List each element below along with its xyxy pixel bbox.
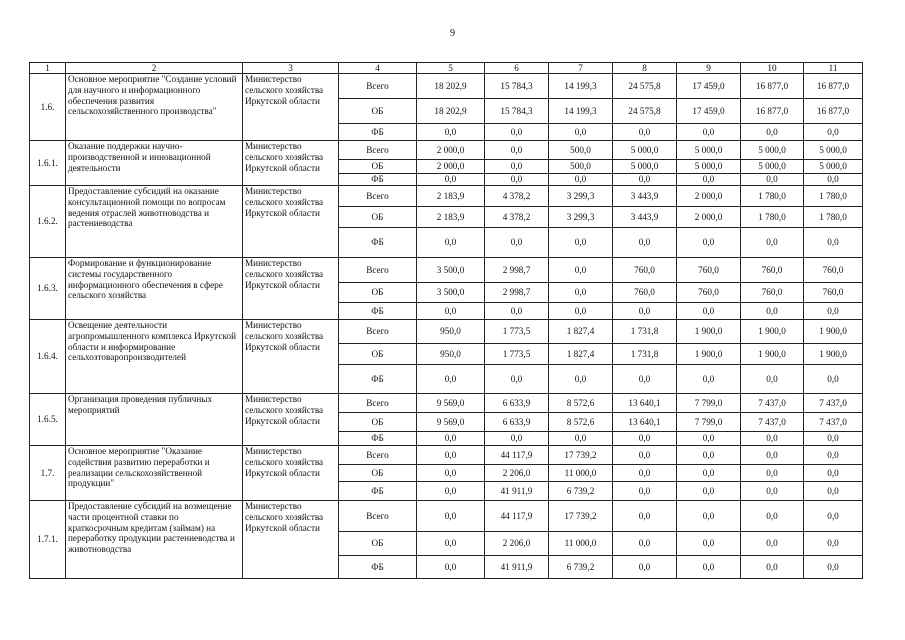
amount-cell: 0,0: [613, 482, 677, 501]
table-row: [30, 74, 863, 99]
amount-cell: 0,0: [741, 482, 804, 501]
amount-cell: 8 572,6: [549, 413, 613, 432]
amount-cell: 0,0: [804, 556, 863, 579]
activity-name: Формирование и функционирование системы государственного информационного обеспечения в сфере сельского хозяйства: [66, 258, 243, 320]
amount-cell: 0,0: [741, 556, 804, 579]
amount-cell: 5 000,0: [613, 160, 677, 174]
amount-cell: 0,0: [677, 446, 741, 465]
amount-cell: 0,0: [613, 365, 677, 394]
amount-cell: 0,0: [613, 174, 677, 186]
amount-cell: 16 877,0: [804, 74, 863, 99]
amount-cell: 0,0: [804, 124, 863, 141]
amount-cell: 1 780,0: [741, 207, 804, 228]
column-number-header: 11: [804, 63, 863, 74]
amount-cell: 0,0: [417, 432, 485, 446]
funding-source: Всего: [339, 394, 417, 413]
amount-cell: 16 877,0: [741, 99, 804, 124]
amount-cell: 0,0: [613, 465, 677, 482]
amount-cell: 0,0: [677, 124, 741, 141]
amount-cell: 44 117,9: [485, 501, 549, 532]
item-number: 1.6.4.: [30, 320, 66, 394]
amount-cell: 7 437,0: [804, 413, 863, 432]
amount-cell: 3 299,3: [549, 207, 613, 228]
amount-cell: 2 000,0: [417, 160, 485, 174]
column-number-header: 1: [30, 63, 66, 74]
amount-cell: 760,0: [613, 258, 677, 283]
table-row: [30, 394, 863, 413]
amount-cell: 760,0: [741, 258, 804, 283]
amount-cell: 950,0: [417, 344, 485, 365]
amount-cell: 41 911,9: [485, 556, 549, 579]
amount-cell: 760,0: [677, 258, 741, 283]
responsible-executor: Министерство сельского хозяйства Иркутской области: [243, 186, 339, 258]
amount-cell: 0,0: [485, 141, 549, 160]
amount-cell: 6 739,2: [549, 482, 613, 501]
amount-cell: 1 773,5: [485, 344, 549, 365]
amount-cell: 0,0: [417, 365, 485, 394]
amount-cell: 760,0: [804, 258, 863, 283]
activity-name: Основное мероприятие "Создание условий для научного и информационного обеспечения развития сельскохозяйственного производства": [66, 74, 243, 141]
funding-source: ФБ: [339, 174, 417, 186]
amount-cell: 0,0: [804, 432, 863, 446]
amount-cell: 0,0: [741, 532, 804, 556]
amount-cell: 0,0: [677, 501, 741, 532]
amount-cell: 0,0: [417, 124, 485, 141]
amount-cell: 18 202,9: [417, 74, 485, 99]
amount-cell: 7 799,0: [677, 394, 741, 413]
item-number: 1.6.2.: [30, 186, 66, 258]
responsible-executor: Министерство сельского хозяйства Иркутской области: [243, 394, 339, 446]
amount-cell: 6 633,9: [485, 413, 549, 432]
amount-cell: 14 199,3: [549, 74, 613, 99]
funding-source: Всего: [339, 186, 417, 207]
amount-cell: 3 299,3: [549, 186, 613, 207]
activity-name: Основное мероприятие "Оказание содействия развитию переработки и реализации сельскохозяйственной продукции": [66, 446, 243, 501]
amount-cell: 24 575,8: [613, 74, 677, 99]
amount-cell: 760,0: [677, 283, 741, 303]
column-number-header: 3: [243, 63, 339, 74]
amount-cell: 2 000,0: [677, 207, 741, 228]
amount-cell: 11 000,0: [549, 532, 613, 556]
amount-cell: 0,0: [677, 556, 741, 579]
amount-cell: 1 780,0: [804, 207, 863, 228]
column-number-header: 7: [549, 63, 613, 74]
column-number-header: 9: [677, 63, 741, 74]
amount-cell: 0,0: [417, 465, 485, 482]
funding-source: Всего: [339, 501, 417, 532]
table-row: [30, 186, 863, 207]
amount-cell: 6 633,9: [485, 394, 549, 413]
amount-cell: 2 998,7: [485, 258, 549, 283]
amount-cell: 0,0: [677, 174, 741, 186]
responsible-executor: Министерство сельского хозяйства Иркутской области: [243, 74, 339, 141]
table-row: [30, 141, 863, 160]
amount-cell: 1 731,8: [613, 320, 677, 344]
amount-cell: 0,0: [485, 432, 549, 446]
table-row: [30, 258, 863, 283]
funding-source: ФБ: [339, 556, 417, 579]
amount-cell: 5 000,0: [613, 141, 677, 160]
funding-source: ФБ: [339, 432, 417, 446]
funding-source: ФБ: [339, 365, 417, 394]
column-number-header: 10: [741, 63, 804, 74]
amount-cell: 0,0: [804, 532, 863, 556]
amount-cell: 5 000,0: [804, 160, 863, 174]
item-number: 1.7.: [30, 446, 66, 501]
funding-source: ОБ: [339, 532, 417, 556]
responsible-executor: Министерство сельского хозяйства Иркутской области: [243, 446, 339, 501]
amount-cell: 0,0: [741, 174, 804, 186]
amount-cell: 18 202,9: [417, 99, 485, 124]
column-number-header: 6: [485, 63, 549, 74]
amount-cell: 2 000,0: [417, 141, 485, 160]
column-number-row: [30, 63, 863, 74]
amount-cell: 1 900,0: [741, 320, 804, 344]
amount-cell: 0,0: [677, 465, 741, 482]
amount-cell: 2 183,9: [417, 207, 485, 228]
amount-cell: 0,0: [804, 465, 863, 482]
column-number-header: 2: [66, 63, 243, 74]
amount-cell: 760,0: [804, 283, 863, 303]
amount-cell: 0,0: [804, 501, 863, 532]
item-number: 1.6.3.: [30, 258, 66, 320]
amount-cell: 0,0: [741, 124, 804, 141]
funding-source: Всего: [339, 446, 417, 465]
amount-cell: 44 117,9: [485, 446, 549, 465]
amount-cell: 0,0: [741, 432, 804, 446]
amount-cell: 2 998,7: [485, 283, 549, 303]
amount-cell: 1 827,4: [549, 320, 613, 344]
funding-source: Всего: [339, 258, 417, 283]
amount-cell: 7 437,0: [804, 394, 863, 413]
item-number: 1.6.1.: [30, 141, 66, 186]
funding-source: Всего: [339, 320, 417, 344]
amount-cell: 1 780,0: [741, 186, 804, 207]
amount-cell: 0,0: [613, 228, 677, 258]
table-row: [30, 501, 863, 532]
amount-cell: 2 206,0: [485, 532, 549, 556]
amount-cell: 0,0: [741, 446, 804, 465]
amount-cell: 16 877,0: [804, 99, 863, 124]
amount-cell: 5 000,0: [804, 141, 863, 160]
amount-cell: 950,0: [417, 320, 485, 344]
amount-cell: 760,0: [741, 283, 804, 303]
amount-cell: 9 569,0: [417, 413, 485, 432]
amount-cell: 0,0: [804, 446, 863, 465]
responsible-executor: Министерство сельского хозяйства Иркутской области: [243, 501, 339, 579]
amount-cell: 3 500,0: [417, 258, 485, 283]
amount-cell: 17 739,2: [549, 446, 613, 465]
amount-cell: 1 900,0: [804, 320, 863, 344]
amount-cell: 0,0: [613, 532, 677, 556]
funding-source: ФБ: [339, 124, 417, 141]
amount-cell: 1 900,0: [741, 344, 804, 365]
amount-cell: 17 739,2: [549, 501, 613, 532]
amount-cell: 0,0: [677, 303, 741, 320]
amount-cell: 5 000,0: [741, 160, 804, 174]
amount-cell: 500,0: [549, 160, 613, 174]
item-number: 1.6.: [30, 74, 66, 141]
amount-cell: 0,0: [741, 228, 804, 258]
amount-cell: 8 572,6: [549, 394, 613, 413]
amount-cell: 0,0: [485, 160, 549, 174]
amount-cell: 16 877,0: [741, 74, 804, 99]
amount-cell: 1 900,0: [804, 344, 863, 365]
amount-cell: 0,0: [417, 174, 485, 186]
amount-cell: 0,0: [677, 228, 741, 258]
amount-cell: 0,0: [549, 228, 613, 258]
amount-cell: 0,0: [417, 228, 485, 258]
amount-cell: 0,0: [741, 465, 804, 482]
amount-cell: 0,0: [677, 365, 741, 394]
amount-cell: 0,0: [613, 432, 677, 446]
amount-cell: 0,0: [613, 556, 677, 579]
amount-cell: 3 443,9: [613, 207, 677, 228]
amount-cell: 0,0: [804, 303, 863, 320]
amount-cell: 0,0: [613, 124, 677, 141]
amount-cell: 17 459,0: [677, 99, 741, 124]
responsible-executor: Министерство сельского хозяйства Иркутской области: [243, 141, 339, 186]
amount-cell: 760,0: [613, 283, 677, 303]
amount-cell: 15 784,3: [485, 74, 549, 99]
funding-source: ОБ: [339, 283, 417, 303]
funding-source: ФБ: [339, 303, 417, 320]
activity-name: Предоставление субсидий на возмещение части процентной ставки по краткосрочным кредитам (займам) на переработку продукции растениеводства и животноводства: [66, 501, 243, 579]
funding-source: Всего: [339, 74, 417, 99]
amount-cell: 17 459,0: [677, 74, 741, 99]
activity-name: Организация проведения публичных мероприятий: [66, 394, 243, 446]
amount-cell: 0,0: [677, 432, 741, 446]
amount-cell: 9 569,0: [417, 394, 485, 413]
amount-cell: 3 500,0: [417, 283, 485, 303]
amount-cell: 1 731,8: [613, 344, 677, 365]
budget-table: [29, 62, 863, 579]
item-number: 1.6.5.: [30, 394, 66, 446]
amount-cell: 0,0: [549, 283, 613, 303]
amount-cell: 13 640,1: [613, 394, 677, 413]
amount-cell: 2 000,0: [677, 186, 741, 207]
amount-cell: 5 000,0: [677, 160, 741, 174]
item-number: 1.7.1.: [30, 501, 66, 579]
amount-cell: 3 443,9: [613, 186, 677, 207]
activity-name: Оказание поддержки научно-производственной и инновационной деятельности: [66, 141, 243, 186]
amount-cell: 7 437,0: [741, 413, 804, 432]
amount-cell: 15 784,3: [485, 99, 549, 124]
table-row: [30, 320, 863, 344]
amount-cell: 24 575,8: [613, 99, 677, 124]
amount-cell: 13 640,1: [613, 413, 677, 432]
amount-cell: 0,0: [417, 556, 485, 579]
amount-cell: 5 000,0: [677, 141, 741, 160]
amount-cell: 0,0: [549, 432, 613, 446]
amount-cell: 1 827,4: [549, 344, 613, 365]
amount-cell: 41 911,9: [485, 482, 549, 501]
amount-cell: 0,0: [549, 365, 613, 394]
amount-cell: 0,0: [804, 228, 863, 258]
amount-cell: 1 900,0: [677, 344, 741, 365]
amount-cell: 6 739,2: [549, 556, 613, 579]
amount-cell: 0,0: [804, 174, 863, 186]
amount-cell: 1 780,0: [804, 186, 863, 207]
table-row: [30, 446, 863, 465]
amount-cell: 0,0: [613, 501, 677, 532]
amount-cell: 0,0: [804, 482, 863, 501]
amount-cell: 14 199,3: [549, 99, 613, 124]
page-number: 9: [450, 28, 455, 39]
funding-source: ОБ: [339, 99, 417, 124]
amount-cell: 0,0: [549, 174, 613, 186]
amount-cell: 2 206,0: [485, 465, 549, 482]
amount-cell: 0,0: [677, 482, 741, 501]
amount-cell: 0,0: [549, 258, 613, 283]
amount-cell: 0,0: [485, 365, 549, 394]
amount-cell: 0,0: [485, 303, 549, 320]
amount-cell: 5 000,0: [741, 141, 804, 160]
amount-cell: 0,0: [417, 482, 485, 501]
amount-cell: 0,0: [417, 501, 485, 532]
amount-cell: 0,0: [677, 532, 741, 556]
amount-cell: 2 183,9: [417, 186, 485, 207]
amount-cell: 7 799,0: [677, 413, 741, 432]
column-number-header: 8: [613, 63, 677, 74]
amount-cell: 500,0: [549, 141, 613, 160]
amount-cell: 4 378,2: [485, 186, 549, 207]
column-number-header: 5: [417, 63, 485, 74]
amount-cell: 4 378,2: [485, 207, 549, 228]
amount-cell: 1 900,0: [677, 320, 741, 344]
amount-cell: 0,0: [417, 532, 485, 556]
amount-cell: 0,0: [741, 501, 804, 532]
amount-cell: 11 000,0: [549, 465, 613, 482]
funding-source: ФБ: [339, 482, 417, 501]
funding-source: ОБ: [339, 160, 417, 174]
amount-cell: 0,0: [741, 365, 804, 394]
amount-cell: 0,0: [613, 303, 677, 320]
amount-cell: 0,0: [485, 174, 549, 186]
funding-source: ОБ: [339, 465, 417, 482]
amount-cell: 1 773,5: [485, 320, 549, 344]
funding-source: ОБ: [339, 207, 417, 228]
amount-cell: 0,0: [485, 124, 549, 141]
amount-cell: 0,0: [417, 446, 485, 465]
amount-cell: 0,0: [549, 303, 613, 320]
funding-source: ОБ: [339, 413, 417, 432]
amount-cell: 0,0: [804, 365, 863, 394]
column-number-header: 4: [339, 63, 417, 74]
amount-cell: 7 437,0: [741, 394, 804, 413]
funding-source: Всего: [339, 141, 417, 160]
amount-cell: 0,0: [741, 303, 804, 320]
amount-cell: 0,0: [549, 124, 613, 141]
amount-cell: 0,0: [485, 228, 549, 258]
responsible-executor: Министерство сельского хозяйства Иркутской области: [243, 258, 339, 320]
activity-name: Освещение деятельности агропромышленного комплекса Иркутской области и информирование сельхозтоваропроизводителей: [66, 320, 243, 394]
activity-name: Предоставление субсидий на оказание консультационной помощи по вопросам ведения отраслей животноводства и растениеводства: [66, 186, 243, 258]
responsible-executor: Министерство сельского хозяйства Иркутской области: [243, 320, 339, 394]
funding-source: ОБ: [339, 344, 417, 365]
amount-cell: 0,0: [417, 303, 485, 320]
amount-cell: 0,0: [613, 446, 677, 465]
funding-source: ФБ: [339, 228, 417, 258]
